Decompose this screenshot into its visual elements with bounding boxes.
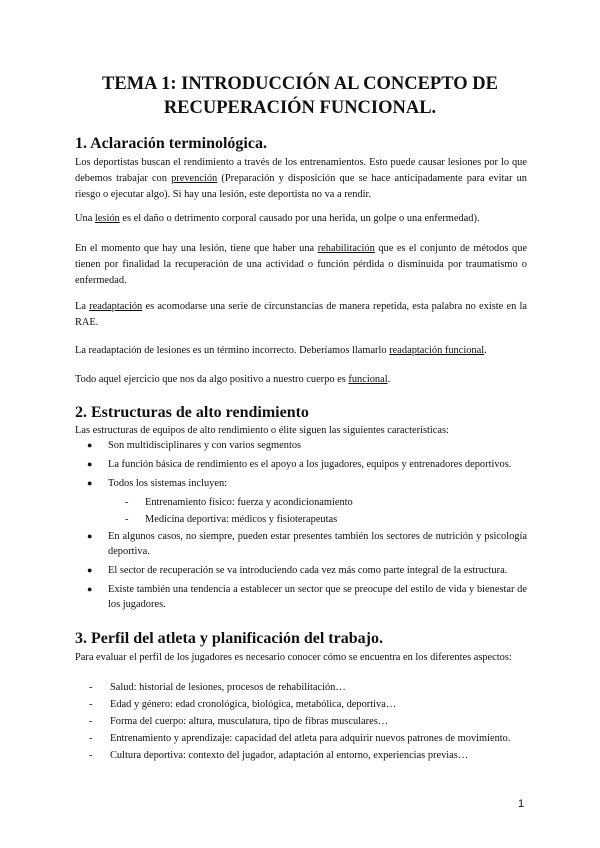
bullet-icon: ●	[87, 478, 93, 488]
term-funcional: funcional	[348, 374, 388, 385]
bullet-icon: ●	[87, 459, 93, 469]
s1-paragraph-3: En el momento que hay una lesión, tiene que haber una rehabilitación que es el conjunto de métodos que tienen por finalidad la recuperación de una actividad o función pérdida o disminuida por traumatismo o enfermedad.	[75, 243, 527, 286]
dash-icon: -	[89, 750, 93, 761]
document-title: TEMA 1: INTRODUCCIÓN AL CONCEPTO DE RECUPERACIÓN FUNCIONAL.	[102, 74, 498, 118]
dash-icon: -	[125, 514, 129, 525]
list-item: ● Son multidisciplinares y con varios segmentos	[87, 440, 302, 451]
list-item: - Edad y género: edad cronológica, biológica, metabólica, deportiva…	[89, 699, 397, 710]
s1-paragraph-5: La readaptación de lesiones es un término incorrecto. Deberíamos llamarlo readaptación funcional.	[75, 345, 487, 356]
sub-list-item: - Medicina deportiva: médicos y fisioterapeutas	[125, 514, 338, 525]
list-item: ● Existe también una tendencia a establecer un sector que se preocupe del estilo de vida y bienestar de los jugadores.	[87, 584, 527, 610]
list-item: ● La función básica de rendimiento es el apoyo a los jugadores, equipos y entrenadores deportivos.	[87, 459, 512, 470]
list-item: ● Todos los sistemas incluyen:	[87, 478, 228, 489]
s1-paragraph-4: La readaptación es acomodarse una serie de circunstancias de manera repetida, esta palabra no existe en la RAE.	[75, 301, 527, 328]
bullet-icon: ●	[87, 440, 93, 450]
section-1-heading: 1. Aclaración terminológica.	[75, 135, 267, 152]
list-item: - Salud: historial de lesiones, procesos de rehabilitación…	[89, 682, 346, 693]
bullet-icon: ●	[87, 531, 93, 541]
dash-icon: -	[89, 733, 93, 744]
term-readaptacion: readaptación	[89, 301, 143, 312]
term-rehabilitacion: rehabilitación	[317, 243, 375, 254]
list-item: - Cultura deportiva: contexto del jugador, adaptación al entorno, experiencias previas…	[89, 750, 469, 761]
term-lesion: lesión	[94, 213, 120, 224]
s1-paragraph-1: Los deportistas buscan el rendimiento a través de los entrenamientos. Esto puede causar lesiones por lo que debemos trabajar con prevención (Preparación y disposición que se hace anticipadamente para evitar un riesgo o ejecutar algo). Si hay una lesión, este deportista no va a rendir.	[75, 157, 527, 200]
s1-paragraph-2: Una lesión es el daño o detrimento corporal causado por una herida, un golpe o una enfermedad).	[75, 213, 480, 224]
list-item: ● En algunos casos, no siempre, pueden estar presentes también los sectores de nutrición y psicología deportiva.	[87, 531, 527, 557]
page-number: 1	[518, 798, 525, 810]
s2-bullet-list	[75, 438, 527, 616]
dash-icon: -	[89, 699, 93, 710]
term-readaptacion-funcional: readaptación funcional	[389, 345, 485, 356]
bullet-icon: ●	[87, 584, 93, 594]
term-prevencion: prevención	[171, 173, 218, 184]
sub-list-item: - Entrenamiento físico: fuerza y acondicionamiento	[125, 497, 353, 508]
s3-dash-list	[75, 680, 527, 765]
section-3-heading: 3. Perfil del atleta y planificación del trabajo.	[75, 630, 383, 647]
section-2-heading: 2. Estructuras de alto rendimiento	[75, 404, 309, 421]
s3-intro: Para evaluar el perfil de los jugadores es necesario conocer cómo se encuentra en los diferentes aspectos:	[75, 652, 512, 663]
s1-paragraph-6: Todo aquel ejercicio que nos da algo positivo a nuestro cuerpo es funcional.	[75, 374, 391, 385]
list-item: - Forma del cuerpo: altura, musculatura, tipo de fibras musculares…	[89, 716, 389, 727]
dash-icon: -	[125, 497, 129, 508]
dash-icon: -	[89, 682, 93, 693]
dash-icon: -	[89, 716, 93, 727]
list-item: ● El sector de recuperación se va introduciendo cada vez más como parte integral de la estructura.	[87, 565, 508, 576]
s2-intro: Las estructuras de equipos de alto rendimiento o élite siguen las siguientes características:	[75, 425, 449, 436]
list-item: - Entrenamiento y aprendizaje: capacidad del atleta para adquirir nuevos patrones de movimiento.	[89, 733, 511, 744]
bullet-icon: ●	[87, 565, 93, 575]
